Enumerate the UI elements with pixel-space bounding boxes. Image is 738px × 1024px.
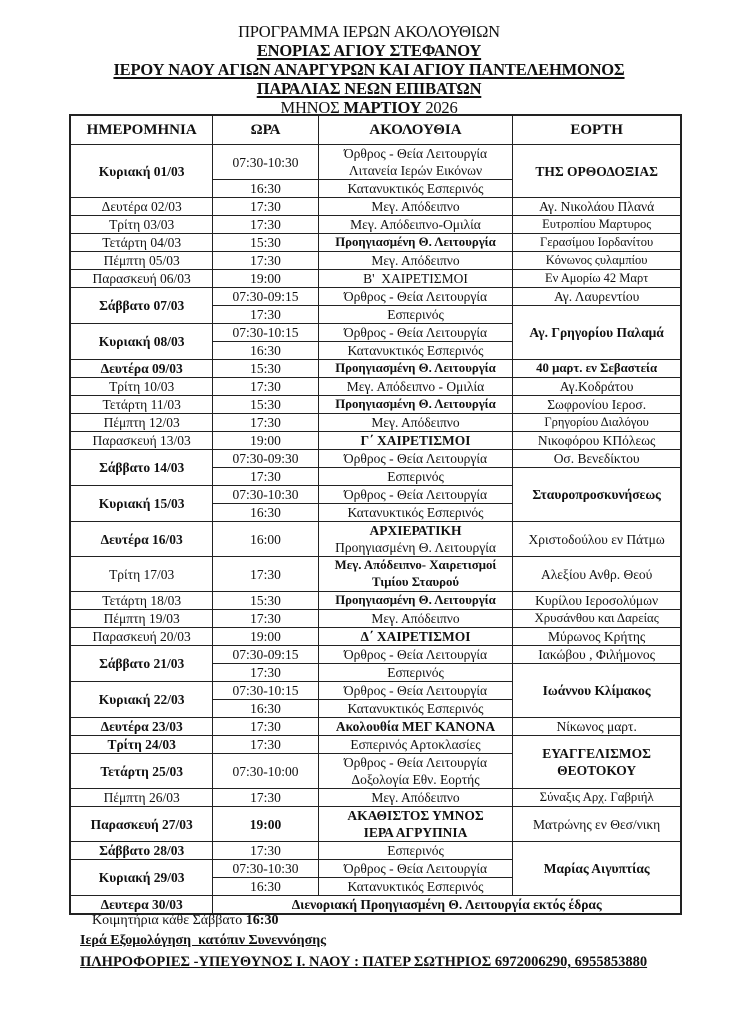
- time-cell: 17:30: [213, 664, 318, 682]
- feast-cell: Αγ. Γρηγορίου Παλαμά: [513, 306, 681, 360]
- service-cell: Προηγιασμένη Θ. Λειτουργία: [318, 592, 513, 610]
- service-cell: Εσπερινός: [318, 842, 513, 860]
- table-row: [70, 557, 681, 592]
- service-cell: Εσπερινός: [318, 664, 513, 682]
- feast-cell: Ιωάννου Κλίμακος: [513, 664, 681, 718]
- service-cell: [318, 145, 513, 180]
- date-cell: Τρίτη 17/03: [70, 557, 213, 592]
- table-row: [70, 234, 681, 252]
- time-cell: 17:30: [213, 789, 318, 807]
- table-row: [70, 646, 681, 664]
- service-cell: Δ΄ ΧΑΙΡΕΤΙΣΜΟΙ: [318, 628, 513, 646]
- contact-info: ΠΛΗΡΟΦΟΡΙΕΣ -ΥΠΕΥΘΥΝΟΣ Ι. ΝΑΟΥ : ΠΑΤΕΡ ΣΩΤΗΡΙΟΣ 6972006290, 6955853880: [80, 954, 648, 970]
- document-header: [0, 22, 738, 117]
- table-row: [70, 736, 681, 754]
- service-line: Δοξολογία Εθν. Εορτής: [351, 772, 480, 787]
- schedule-table: [69, 114, 682, 915]
- date-cell: Πέμπτη 05/03: [70, 252, 213, 270]
- table-row: [70, 270, 681, 288]
- time-cell: 17:30: [213, 610, 318, 628]
- service-cell: Όρθρος - Θεία Λειτουργία: [318, 288, 513, 306]
- time-cell: 17:30: [213, 378, 318, 396]
- date-cell: Τετάρτη 11/03: [70, 396, 213, 414]
- date-cell: Πέμπτη 12/03: [70, 414, 213, 432]
- date-cell: Τρίτη 10/03: [70, 378, 213, 396]
- month-name: ΜΑΡΤΙΟΥ: [343, 98, 422, 117]
- service-cell: Γ΄ ΧΑΙΡΕΤΙΣΜΟΙ: [318, 432, 513, 450]
- table-row: [70, 145, 681, 180]
- time-cell: 07:30-09:15: [213, 646, 318, 664]
- service-cell: [318, 807, 513, 842]
- time-cell: 07:30-10:30: [213, 860, 318, 878]
- feast-line: ΘΕΟΤΟΚΟΥ: [557, 763, 637, 778]
- date-cell: Σάββατο 21/03: [70, 646, 213, 682]
- service-line: ΙΕΡΑ ΑΓΡΥΠΝΙΑ: [363, 825, 468, 840]
- feast-cell: Ευτροπίου Μαρτυρος: [513, 216, 681, 234]
- feast-cell: Σωφρονίου Ιεροσ.: [513, 396, 681, 414]
- service-cell: [318, 557, 513, 592]
- service-cell: Όρθρος - Θεία Λειτουργία: [318, 682, 513, 700]
- feast-cell: Ματρώνης εν Θεσ/νικη: [513, 807, 681, 842]
- table-row: [70, 450, 681, 468]
- service-cell: Όρθρος - Θεία Λειτουργία: [318, 486, 513, 504]
- feast-cell: Μύρωνος Κρήτης: [513, 628, 681, 646]
- service-cell: Όρθρος - Θεία Λειτουργία: [318, 860, 513, 878]
- feast-cell: Αγ. Νικολάου Πλανά: [513, 198, 681, 216]
- table-row: [70, 718, 681, 736]
- feast-cell: Εν Αμορίω 42 Μαρτ: [513, 270, 681, 288]
- service-cell: Όρθρος - Θεία Λειτουργία: [318, 450, 513, 468]
- table-row: [70, 592, 681, 610]
- cemetery-text: Κοιμητήρια κάθε Σάββατο: [92, 913, 243, 928]
- feast-line: ΕΥΑΓΓΕΛΙΣΜΟΣ: [542, 746, 651, 761]
- date-cell: Παρασκευή 20/03: [70, 628, 213, 646]
- date-cell: Σάββατο 14/03: [70, 450, 213, 486]
- time-cell: 07:30-09:30: [213, 450, 318, 468]
- time-cell: 17:30: [213, 414, 318, 432]
- time-cell: 07:30-10:30: [213, 145, 318, 180]
- date-cell: Κυριακή 29/03: [70, 860, 213, 896]
- date-cell: Παρασκευή 06/03: [70, 270, 213, 288]
- time-cell: 15:30: [213, 592, 318, 610]
- feast-cell: Σταυροπροσκυνήσεως: [513, 468, 681, 522]
- table-row: [70, 414, 681, 432]
- feast-cell: Αλεξίου Ανθρ. Θεού: [513, 557, 681, 592]
- service-cell: Β' ΧΑΙΡΕΤΙΣΜΟΙ: [318, 270, 513, 288]
- service-line: Όρθρος - Θεία Λειτουργία: [343, 146, 488, 161]
- date-cell: Σάββατο 07/03: [70, 288, 213, 324]
- time-cell: 17:30: [213, 842, 318, 860]
- service-cell: Κατανυκτικός Εσπερινός: [318, 700, 513, 718]
- date-cell: Τετάρτη 18/03: [70, 592, 213, 610]
- feast-cell: Αγ. Λαυρεντίου: [513, 288, 681, 306]
- time-cell: 15:30: [213, 234, 318, 252]
- feast-cell: Γερασίμου Ιορδανίτου: [513, 234, 681, 252]
- feast-cell: Νικοφόρου ΚΠόλεως: [513, 432, 681, 450]
- time-cell: 16:30: [213, 180, 318, 198]
- column-header-feast: ΕΟΡΤΗ: [513, 115, 681, 145]
- time-cell: 19:00: [213, 807, 318, 842]
- month-year: 2026: [425, 98, 458, 117]
- service-cell: Διενοριακή Προηγιασμένη Θ. Λειτουργία εκτός έδρας: [213, 896, 681, 915]
- service-cell: Εσπερινός Αρτοκλασίες: [318, 736, 513, 754]
- date-cell: Κυριακή 22/03: [70, 682, 213, 718]
- date-cell: Δευτέρα 23/03: [70, 718, 213, 736]
- feast-cell: Κυρίλου Ιεροσολύμων: [513, 592, 681, 610]
- feast-cell: Χρυσάνθου και Δαρείας: [513, 610, 681, 628]
- feast-cell: Γρηγορίου Διαλόγου: [513, 414, 681, 432]
- table-row: [70, 288, 681, 306]
- feast-cell: Χριστοδούλου εν Πάτμω: [513, 522, 681, 557]
- time-cell: 16:30: [213, 504, 318, 522]
- service-cell: Όρθρος - Θεία Λειτουργία: [318, 324, 513, 342]
- service-cell: Κατανυκτικός Εσπερινός: [318, 180, 513, 198]
- service-cell: Κατανυκτικός Εσπερινός: [318, 504, 513, 522]
- time-cell: 16:30: [213, 342, 318, 360]
- time-cell: 19:00: [213, 432, 318, 450]
- table-row: [70, 216, 681, 234]
- feast-cell: Σύναξις Αρχ. Γαβριήλ: [513, 789, 681, 807]
- table-row: [70, 610, 681, 628]
- time-cell: 17:30: [213, 736, 318, 754]
- feast-cell: ΤΗΣ ΟΡΘΟΔΟΞΙΑΣ: [513, 145, 681, 198]
- table-row: [70, 789, 681, 807]
- service-cell: Εσπερινός: [318, 468, 513, 486]
- service-cell: Μεγ. Απόδειπνο: [318, 252, 513, 270]
- confession-note: Ιερά Εξομολόγηση κατόπιν Συνεννόησης: [80, 933, 327, 948]
- table-row: [70, 432, 681, 450]
- table-row: [70, 896, 681, 915]
- date-cell: Τετάρτη 04/03: [70, 234, 213, 252]
- column-header-service: ΑΚΟΛΟΥΘΙΑ: [318, 115, 513, 145]
- column-header-date: ΗΜΕΡΟΜΗΝΙΑ: [70, 115, 213, 145]
- table-row: [70, 378, 681, 396]
- service-cell: Μεγ. Απόδειπνο-Ομιλία: [318, 216, 513, 234]
- service-cell: [318, 522, 513, 557]
- time-cell: 07:30-10:30: [213, 486, 318, 504]
- title-church: ΙΕΡΟΥ ΝΑΟΥ ΑΓΙΩΝ ΑΝΑΡΓΥΡΩΝ ΚΑΙ ΑΓΙΟΥ ΠΑΝΤΕΛΕΗΜΟΝΟΣ: [113, 60, 625, 79]
- date-cell: Σάββατο 28/03: [70, 842, 213, 860]
- time-cell: 15:30: [213, 396, 318, 414]
- time-cell: 17:30: [213, 557, 318, 592]
- feast-cell: Ιακώβου , Φιλήμονος: [513, 646, 681, 664]
- service-cell: Ακολουθία ΜΕΓ ΚΑΝΟΝΑ: [318, 718, 513, 736]
- service-cell: Κατανυκτικός Εσπερινός: [318, 878, 513, 896]
- service-cell: Εσπερινός: [318, 306, 513, 324]
- service-line: ΑΚΑΘΙΣΤΟΣ ΥΜΝΟΣ: [347, 808, 484, 823]
- time-cell: 17:30: [213, 252, 318, 270]
- date-cell: Πέμπτη 19/03: [70, 610, 213, 628]
- table-row: [70, 628, 681, 646]
- time-cell: 17:30: [213, 306, 318, 324]
- time-cell: 15:30: [213, 360, 318, 378]
- date-cell: Δευτερα 30/03: [70, 896, 213, 915]
- date-cell: Κυριακή 15/03: [70, 486, 213, 522]
- title-location: ΠΑΡΑΛΙΑΣ ΝΕΩΝ ΕΠΙΒΑΤΩΝ: [256, 79, 482, 98]
- service-cell: Μεγ. Απόδειπνο: [318, 610, 513, 628]
- feast-cell: Οσ. Βενεδίκτου: [513, 450, 681, 468]
- cemetery-note: [92, 913, 278, 929]
- service-cell: Προηγιασμένη Θ. Λειτουργία: [318, 396, 513, 414]
- time-cell: 16:00: [213, 522, 318, 557]
- table-row: [70, 396, 681, 414]
- table-row: [70, 360, 681, 378]
- service-cell: [318, 754, 513, 789]
- service-cell: Μεγ. Απόδειπνο - Ομιλία: [318, 378, 513, 396]
- cemetery-time: 16:30: [245, 913, 279, 928]
- time-cell: 17:30: [213, 718, 318, 736]
- time-cell: 07:30-10:15: [213, 682, 318, 700]
- time-cell: 19:00: [213, 270, 318, 288]
- time-cell: 17:30: [213, 468, 318, 486]
- title-parish: ΕΝΟΡΙΑΣ ΑΓΙΟΥ ΣΤΕΦΑΝΟΥ: [256, 41, 482, 60]
- time-cell: 07:30-10:00: [213, 754, 318, 789]
- service-line: Τιμίου Σταυρού: [371, 575, 460, 589]
- date-cell: Τετάρτη 25/03: [70, 754, 213, 789]
- feast-cell: 40 μαρτ. εν Σεβαστεία: [513, 360, 681, 378]
- date-cell: Δευτέρα 09/03: [70, 360, 213, 378]
- column-header-time: ΩΡΑ: [213, 115, 318, 145]
- service-line: Λιτανεία Ιερών Εικόνων: [348, 163, 483, 178]
- service-cell: Προηγιασμένη Θ. Λειτουργία: [318, 234, 513, 252]
- table-row: [70, 198, 681, 216]
- date-cell: Πέμπτη 26/03: [70, 789, 213, 807]
- service-line: Μεγ. Απόδειπνο- Χαιρετισμοί: [334, 558, 497, 572]
- table-row: [70, 807, 681, 842]
- time-cell: 07:30-10:15: [213, 324, 318, 342]
- date-cell: Παρασκευή 27/03: [70, 807, 213, 842]
- service-cell: Μεγ. Απόδειπνο: [318, 198, 513, 216]
- date-cell: Κυριακή 08/03: [70, 324, 213, 360]
- time-cell: 16:30: [213, 878, 318, 896]
- date-cell: Κυριακή 01/03: [70, 145, 213, 198]
- service-line: Προηγιασμένη Θ. Λειτουργία: [335, 540, 496, 555]
- service-cell: Μεγ. Απόδειπνο: [318, 789, 513, 807]
- date-cell: Παρασκευή 13/03: [70, 432, 213, 450]
- time-cell: 07:30-09:15: [213, 288, 318, 306]
- service-line: Όρθρος - Θεία Λειτουργία: [343, 755, 488, 770]
- service-line: ΑΡΧΙΕΡΑΤΙΚΗ: [369, 523, 462, 538]
- service-cell: Προηγιασμένη Θ. Λειτουργία: [318, 360, 513, 378]
- time-cell: 19:00: [213, 628, 318, 646]
- time-cell: 17:30: [213, 216, 318, 234]
- feast-cell: Μαρίας Αιγυπτίας: [513, 842, 681, 896]
- time-cell: 16:30: [213, 700, 318, 718]
- service-cell: Όρθρος - Θεία Λειτουργία: [318, 646, 513, 664]
- service-cell: Μεγ. Απόδειπνο: [318, 414, 513, 432]
- feast-cell: Νίκωνος μαρτ.: [513, 718, 681, 736]
- title-program: ΠΡΟΓΡΑΜΜΑ ΙΕΡΩΝ ΑΚΟΛΟΥΘΙΩΝ: [238, 22, 500, 41]
- date-cell: Τρίτη 24/03: [70, 736, 213, 754]
- date-cell: Τρίτη 03/03: [70, 216, 213, 234]
- time-cell: 17:30: [213, 198, 318, 216]
- feast-cell: Κόνωνος ςυλαμπίου: [513, 252, 681, 270]
- month-prefix: ΜΗΝΟΣ: [280, 98, 340, 117]
- feast-cell: Αγ.Κοδράτου: [513, 378, 681, 396]
- date-cell: Δευτέρα 02/03: [70, 198, 213, 216]
- date-cell: Δευτέρα 16/03: [70, 522, 213, 557]
- table-row: [70, 842, 681, 860]
- table-row: [70, 522, 681, 557]
- table-row: [70, 252, 681, 270]
- service-cell: Κατανυκτικός Εσπερινός: [318, 342, 513, 360]
- table-header-row: [70, 115, 681, 145]
- feast-cell: [513, 736, 681, 789]
